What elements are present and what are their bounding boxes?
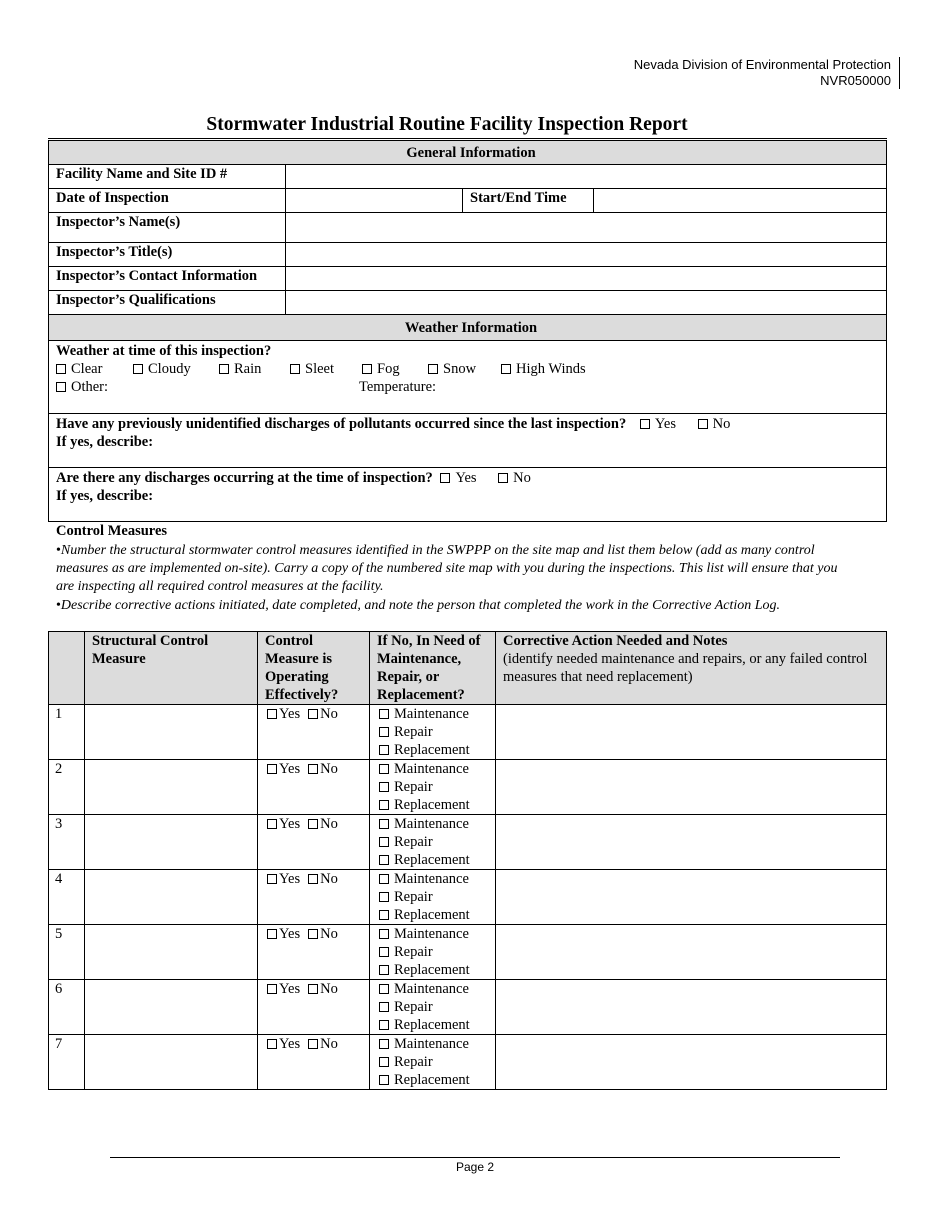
need-of-cell [370,815,496,870]
inspector-names-field[interactable] [286,213,887,243]
checkbox[interactable] [379,782,389,792]
checkbox[interactable] [267,819,277,829]
checkbox[interactable] [379,929,389,939]
row-number: 2 [49,760,85,815]
col-corrective-action: Corrective Action Needed and Notes (identify needed maintenance and repairs, or any failed control measures that need replacement) [496,632,887,705]
previous-discharges-question: Have any previously unidentified discharges of pollutants occurred since the last inspection? [56,416,627,432]
inspector-names-label: Inspector’s Name(s) [49,213,286,243]
checkbox[interactable] [698,419,708,429]
checkbox[interactable] [379,1075,389,1085]
need-maintenance[interactable]: Maintenance [379,1035,469,1053]
col-need-of: If No, In Need of Maintenance, Repair, or Replacement? [370,632,496,705]
operating-no[interactable]: No [308,760,338,778]
temperature-label: Temperature: [359,379,437,395]
checkbox[interactable] [308,929,318,939]
need-replacement[interactable]: Replacement [379,906,470,924]
page-number: Page 2 [455,1160,495,1174]
current-discharges-question: Are there any discharges occurring at the time of inspection? [56,470,433,486]
general-information-heading: General Information [49,140,887,165]
operating-yes[interactable]: Yes [267,760,300,778]
control-measures-title: Control Measures [56,523,168,539]
need-of-cell [370,705,496,760]
checkbox[interactable] [379,855,389,865]
need-of-cell [370,1035,496,1090]
operating-no[interactable]: No [308,925,338,943]
current-discharges-describe: If yes, describe: [56,488,154,504]
row-number: 5 [49,925,85,980]
control-measures-instruction-1: •Number the structural stormwater control measures identified in the SWPPP on the site map and list them below (add as many control measures as are implemented on-site). Carry a copy of the numbered site map with you during the inspections. This list will ensure that you are inspecting all required control measures at the facility. [56,543,838,594]
structural-control-measure-field[interactable] [85,760,258,815]
operating-yes[interactable]: Yes [267,705,300,723]
inspector-qualifications-field[interactable] [286,291,887,315]
row-number: 4 [49,870,85,925]
need-replacement[interactable]: Replacement [379,851,470,869]
operating-effectively-cell [258,1035,370,1090]
need-maintenance[interactable]: Maintenance [379,980,469,998]
checkbox[interactable] [379,947,389,957]
facility-name-label: Facility Name and Site ID # [49,165,286,189]
checkbox[interactable] [379,837,389,847]
weather-option-cloudy[interactable]: Cloudy [133,360,191,378]
checkbox[interactable] [379,745,389,755]
facility-name-field[interactable] [286,165,887,189]
need-replacement[interactable]: Replacement [379,796,470,814]
corrective-action-notes-field[interactable] [496,760,887,815]
control-measures-table [48,631,887,1090]
col-operating-effectively: Control Measure is Operating Effectively? [258,632,370,705]
corrective-action-notes-field[interactable] [496,1035,887,1090]
footer-rule [110,1157,840,1158]
need-replacement[interactable]: Replacement [379,1071,470,1089]
checkbox[interactable] [379,709,389,719]
current-discharges-section [49,468,887,522]
table-row [49,760,887,815]
previous-discharges-no[interactable]: No [698,415,731,433]
current-discharges-no[interactable]: No [498,469,531,487]
need-replacement[interactable]: Replacement [379,741,470,759]
weather-option-other[interactable]: Other: [56,378,108,396]
corrective-action-notes-field[interactable] [496,925,887,980]
checkbox[interactable] [308,874,318,884]
checkbox[interactable] [379,800,389,810]
checkbox[interactable] [379,892,389,902]
date-of-inspection-field[interactable] [286,189,463,213]
weather-option-fog[interactable]: Fog [362,360,400,378]
need-maintenance[interactable]: Maintenance [379,870,469,888]
inspector-titles-label: Inspector’s Title(s) [49,243,286,267]
permit-number: NVR050000 [820,73,891,88]
checkbox[interactable] [379,910,389,920]
checkbox[interactable] [290,364,300,374]
checkbox[interactable] [308,764,318,774]
need-of-cell [370,980,496,1035]
operating-yes[interactable]: Yes [267,925,300,943]
table-row [49,1035,887,1090]
checkbox[interactable] [308,819,318,829]
checkbox[interactable] [428,364,438,374]
start-end-time-label: Start/End Time [463,189,594,213]
checkbox[interactable] [379,984,389,994]
checkbox[interactable] [267,929,277,939]
checkbox[interactable] [267,984,277,994]
inspector-titles-field[interactable] [286,243,887,267]
need-of-cell [370,760,496,815]
row-number: 7 [49,1035,85,1090]
checkbox[interactable] [308,709,318,719]
need-repair[interactable]: Repair [379,998,433,1016]
weather-question: Weather at time of this inspection? [56,343,272,359]
operating-yes[interactable]: Yes [267,980,300,998]
start-end-time-field[interactable] [594,189,887,213]
previous-discharges-yes[interactable]: Yes [640,415,676,433]
col-structural-control-measure: Structural Control Measure [85,632,258,705]
need-of-cell [370,925,496,980]
weather-option-sleet[interactable]: Sleet [290,360,334,378]
current-discharges-yes[interactable]: Yes [440,469,476,487]
table-row [49,870,887,925]
structural-control-measure-field[interactable] [85,925,258,980]
weather-information-heading: Weather Information [49,315,887,341]
checkbox[interactable] [308,984,318,994]
operating-effectively-cell [258,760,370,815]
weather-option-high-winds[interactable]: High Winds [501,360,586,378]
control-measures-header-row [49,632,887,705]
operating-effectively-cell [258,815,370,870]
row-number: 1 [49,705,85,760]
operating-effectively-cell [258,980,370,1035]
page-title: Stormwater Industrial Routine Facility Inspection Report [206,114,688,135]
inspector-contact-label: Inspector’s Contact Information [49,267,286,291]
checkbox[interactable] [362,364,372,374]
checkbox[interactable] [267,709,277,719]
structural-control-measure-field[interactable] [85,815,258,870]
agency-name: Nevada Division of Environmental Protection [633,57,891,72]
structural-control-measure-field[interactable] [85,705,258,760]
operating-effectively-cell [258,705,370,760]
checkbox[interactable] [440,473,450,483]
operating-yes[interactable]: Yes [267,870,300,888]
table-row [49,925,887,980]
need-repair[interactable]: Repair [379,1053,433,1071]
checkbox[interactable] [498,473,508,483]
operating-no[interactable]: No [308,870,338,888]
table-row [49,980,887,1035]
table-row [49,815,887,870]
operating-no[interactable]: No [308,705,338,723]
previous-discharges-section [49,414,887,468]
operating-yes[interactable]: Yes [267,1035,300,1053]
checkbox[interactable] [379,1057,389,1067]
checkbox[interactable] [501,364,511,374]
checkbox[interactable] [379,727,389,737]
row-number: 6 [49,980,85,1035]
checkbox[interactable] [379,1020,389,1030]
need-repair[interactable]: Repair [379,833,433,851]
need-replacement[interactable]: Replacement [379,961,470,979]
checkbox[interactable] [379,965,389,975]
corrective-action-notes-field[interactable] [496,815,887,870]
control-measures-instruction-2: •Describe corrective actions initiated, date completed, and note the person that completed the work in the Corrective Action Log. [56,598,781,613]
weather-section [49,341,887,414]
checkbox[interactable] [379,1002,389,1012]
corrective-action-notes-field[interactable] [496,870,887,925]
need-repair[interactable]: Repair [379,943,433,961]
document-header [634,57,900,89]
checkbox[interactable] [56,364,66,374]
corrective-action-notes-field[interactable] [496,980,887,1035]
inspector-contact-field[interactable] [286,267,887,291]
date-of-inspection-label: Date of Inspection [49,189,286,213]
operating-no[interactable]: No [308,815,338,833]
checkbox[interactable] [640,419,650,429]
operating-effectively-cell [258,870,370,925]
general-information-table [48,138,887,522]
checkbox[interactable] [267,1039,277,1049]
operating-no[interactable]: No [308,980,338,998]
need-of-cell [370,870,496,925]
checkbox[interactable] [56,382,66,392]
previous-discharges-describe: If yes, describe: [56,434,154,450]
inspector-qualifications-label: Inspector’s Qualifications [49,291,286,315]
checkbox[interactable] [267,874,277,884]
need-repair[interactable]: Repair [379,723,433,741]
structural-control-measure-field[interactable] [85,1035,258,1090]
need-maintenance[interactable]: Maintenance [379,705,469,723]
weather-option-clear[interactable]: Clear [56,360,102,378]
checkbox[interactable] [379,764,389,774]
need-repair[interactable]: Repair [379,888,433,906]
checkbox[interactable] [219,364,229,374]
checkbox[interactable] [379,819,389,829]
need-replacement[interactable]: Replacement [379,1016,470,1034]
checkbox[interactable] [379,874,389,884]
need-repair[interactable]: Repair [379,778,433,796]
need-maintenance[interactable]: Maintenance [379,925,469,943]
checkbox[interactable] [267,764,277,774]
weather-option-rain[interactable]: Rain [219,360,261,378]
checkbox[interactable] [308,1039,318,1049]
need-maintenance[interactable]: Maintenance [379,760,469,778]
checkbox[interactable] [133,364,143,374]
operating-no[interactable]: No [308,1035,338,1053]
structural-control-measure-field[interactable] [85,980,258,1035]
weather-option-snow[interactable]: Snow [428,360,476,378]
structural-control-measure-field[interactable] [85,870,258,925]
need-maintenance[interactable]: Maintenance [379,815,469,833]
checkbox[interactable] [379,1039,389,1049]
row-number: 3 [49,815,85,870]
table-row [49,705,887,760]
operating-yes[interactable]: Yes [267,815,300,833]
operating-effectively-cell [258,925,370,980]
corrective-action-notes-field[interactable] [496,705,887,760]
